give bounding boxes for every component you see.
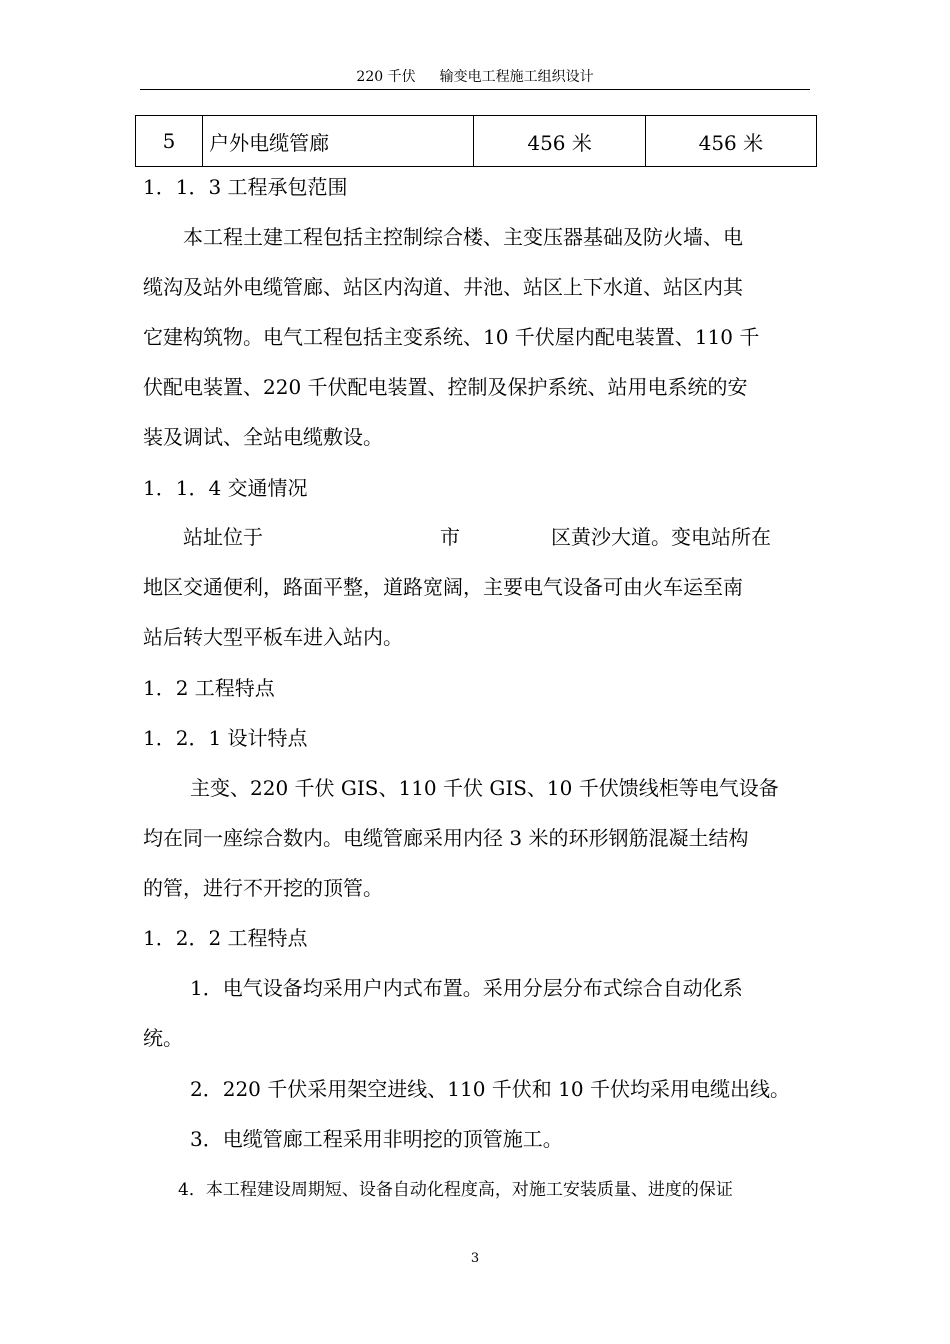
table-cell-index: 5	[136, 116, 203, 167]
scope-table	[135, 115, 817, 167]
list-item: 2．220 千伏采用架空进线、110 千伏和 10 千伏均采用电缆出线。	[190, 1077, 790, 1101]
heading-1-1-3: 1．1．3 工程承包范围	[143, 175, 348, 199]
list-item: 3．电缆管廊工程采用非明挖的顶管施工。	[190, 1127, 563, 1151]
paragraph-line: 站后转大型平板车进入站内。	[143, 625, 403, 649]
table-cell-value-1: 456 米	[474, 116, 645, 167]
table-cell-value-2: 456 米	[645, 116, 816, 167]
paragraph-line: 伏配电装置、220 千伏配电装置、控制及保护系统、站用电系统的安	[143, 375, 748, 399]
paragraph-line: 缆沟及站外电缆管廊、站区内沟道、井池、站区上下水道、站区内其	[143, 275, 743, 299]
page-number: 3	[470, 1251, 480, 1266]
address-prefix: 站址位于	[183, 525, 263, 549]
address-rest: 区黄沙大道。变电站所在	[551, 525, 771, 549]
paragraph-line: 的管，进行不开挖的顶管。	[143, 876, 383, 900]
heading-1-2-2: 1．2．2 工程特点	[143, 926, 308, 950]
header-title: 输变电工程施工组织设计	[439, 69, 594, 85]
address-city: 市	[440, 525, 460, 549]
list-item: 统。	[143, 1026, 183, 1050]
header-voltage: 220 千伏	[356, 69, 416, 85]
table-row	[136, 116, 817, 167]
paragraph-line: 装及调试、全站电缆敷设。	[143, 425, 383, 449]
table-cell-name: 户外电缆管廊	[203, 116, 474, 167]
heading-1-2-1: 1．2．1 设计特点	[143, 726, 308, 750]
paragraph-line: 均在同一座综合数内。电缆管廊采用内径 3 米的环形钢筋混凝土结构	[143, 826, 749, 850]
paragraph-line: 它建构筑物。电气工程包括主变系统、10 千伏屋内配电装置、110 千	[143, 325, 760, 349]
list-item: 1．电气设备均采用户内式布置。采用分层分布式综合自动化系	[190, 976, 743, 1000]
page-header	[140, 68, 810, 86]
paragraph-line: 地区交通便利，路面平整，道路宽阔，主要电气设备可由火车运至南	[143, 575, 743, 599]
heading-1-1-4: 1．1．4 交通情况	[143, 476, 308, 500]
list-item: 4．本工程建设周期短、设备自动化程度高，对施工安装质量、进度的保证	[178, 1180, 733, 1200]
heading-1-2: 1．2 工程特点	[143, 676, 275, 700]
header-rule	[140, 89, 810, 90]
paragraph-line: 主变、220 千伏 GIS、110 千伏 GIS、10 千伏馈线柜等电气设备	[190, 776, 779, 800]
paragraph-line: 本工程土建工程包括主控制综合楼、主变压器基础及防火墙、电	[183, 225, 743, 249]
